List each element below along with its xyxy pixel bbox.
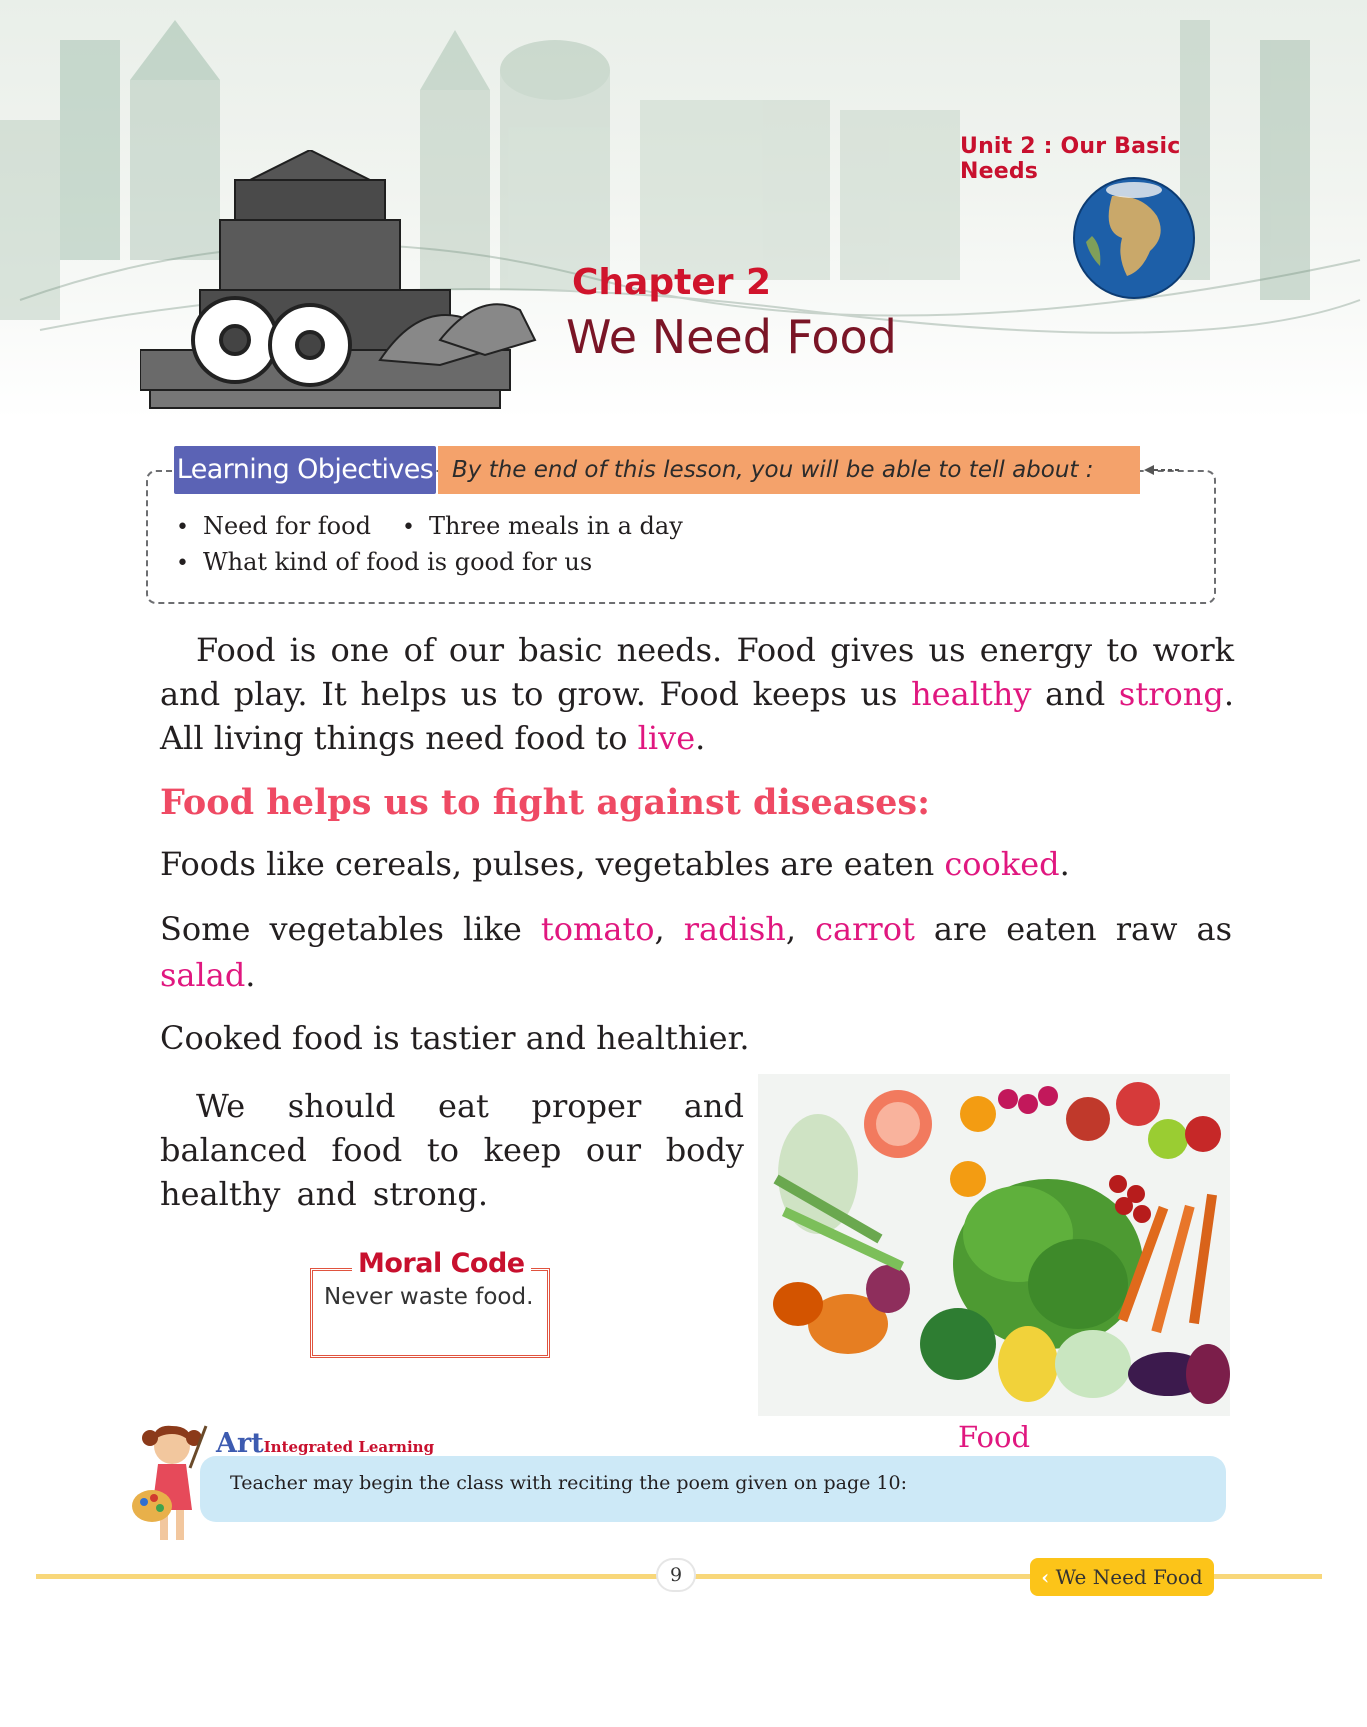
moral-code-text: Never waste food. <box>324 1284 534 1310</box>
section-heading: Food helps us to fight against diseases: <box>160 782 931 823</box>
art-integrated-text: Teacher may begin the class with reciting the poem given on page 10: <box>230 1472 908 1494</box>
moral-code-title: Moral Code <box>352 1248 531 1279</box>
stone-chariot-illustration <box>140 150 570 422</box>
tastier-line: Cooked food is tastier and healthier. <box>160 1019 750 1057</box>
page-number: 9 <box>656 1558 696 1592</box>
moral-code-box <box>310 1268 550 1358</box>
footer-chapter-tab: ‹ We Need Food <box>1030 1558 1214 1596</box>
chevron-left-icon: ‹ <box>1041 1565 1050 1589</box>
learning-objectives-intro: By the end of this lesson, you will be able to tell about : <box>438 446 1140 494</box>
balanced-food-paragraph: We should eat proper and balanced food to keep our body healthy and strong. <box>160 1087 744 1213</box>
learning-objectives-tag: Learning Objectives <box>174 446 436 494</box>
chapter-title: We Need Food <box>566 310 897 364</box>
art-integrated-title: ArtIntegrated Learning <box>216 1428 435 1459</box>
food-image-caption: Food <box>958 1420 1031 1454</box>
food-vegetables-photo <box>758 1074 1230 1416</box>
earth-globe-icon <box>1072 176 1196 300</box>
chapter-number: Chapter 2 <box>572 262 772 303</box>
cooked-food-line: Foods like cereals, pulses, vegetables are eaten cooked. <box>160 845 1070 883</box>
objective-item: • Three meals in a day <box>402 512 683 540</box>
intro-paragraph: Food is one of our basic needs. Food gives us energy to work and play. It helps us to grow. Food keeps us healthy and strong. All living things need food to live. <box>160 631 1235 757</box>
objectives-arrow-icon <box>1142 462 1182 478</box>
objective-item: • Need for food <box>176 512 371 540</box>
unit-label: Unit 2 : Our Basic Needs <box>960 134 1181 184</box>
objective-item: • What kind of food is good for us <box>176 548 593 576</box>
raw-vegetables-paragraph: Some vegetables like tomato, radish, carrot are eaten raw as salad. <box>160 910 1232 994</box>
